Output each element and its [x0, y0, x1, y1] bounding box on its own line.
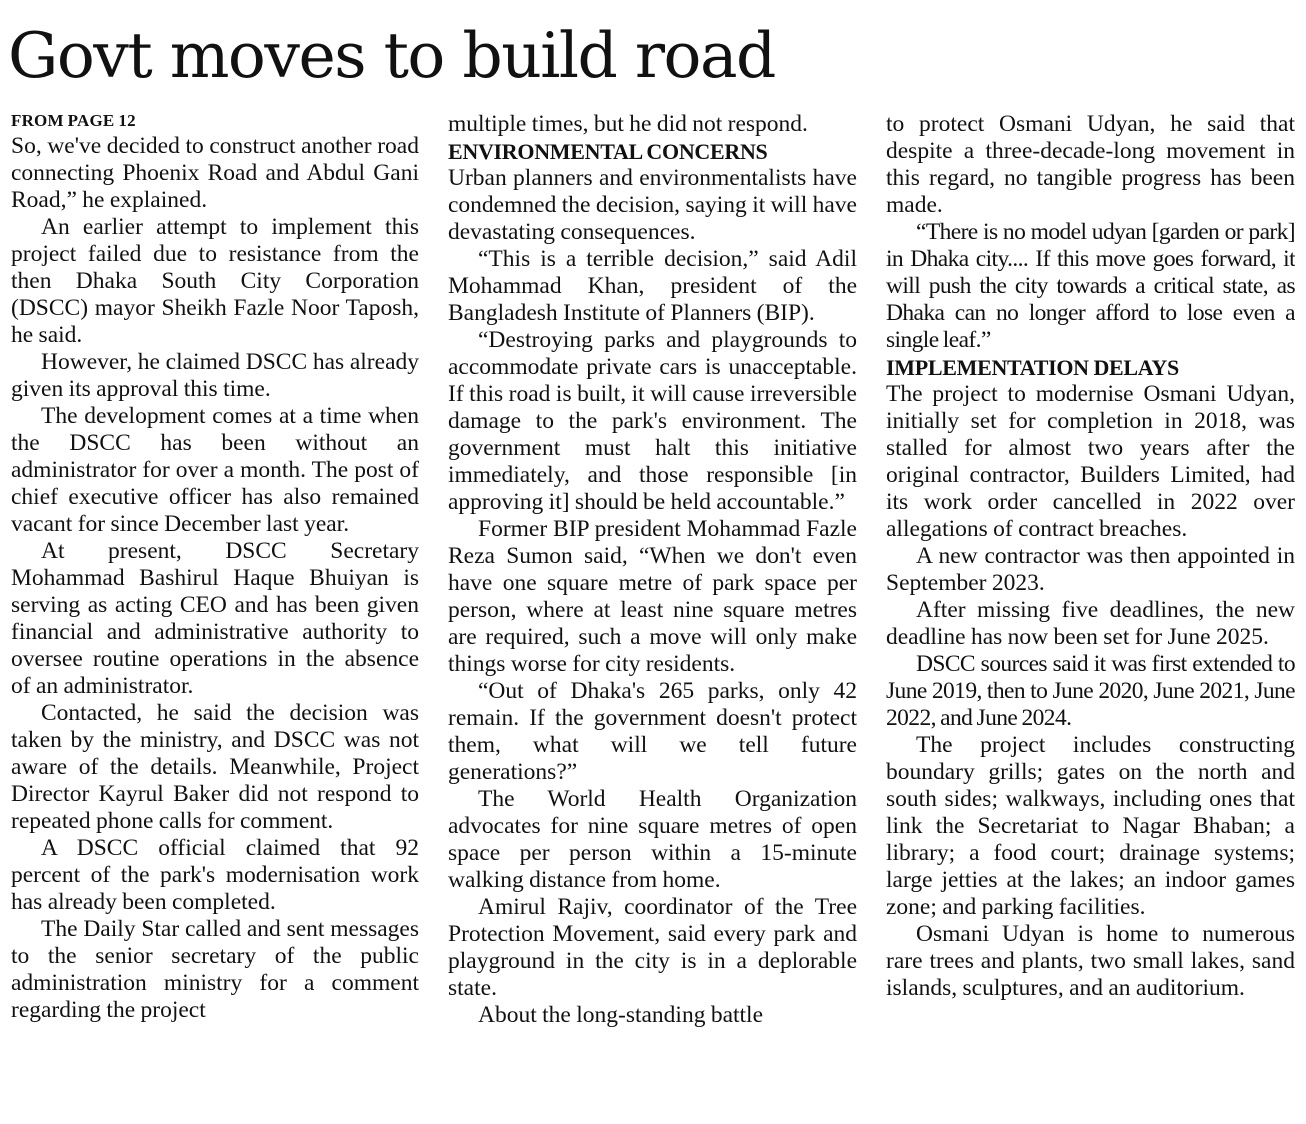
- paragraph: Contacted, he said the decision was taken by the ministry, and DSCC was not aware of the details. Meanwhile, Project Director Kayrul Baker did not respond to repeated phone calls for comment.: [11, 700, 419, 834]
- paragraph: “Out of Dhaka's 265 parks, only 42 remain. If the government doesn't protect them, what will we tell future generations?”: [448, 678, 857, 785]
- paragraph: A DSCC official claimed that 92 percent of the park's modernisation work has already been completed.: [11, 835, 419, 915]
- paragraph-continued: to protect Osmani Udyan, he said that despite a three-decade-long movement in this regard, no tangible progress has been made.: [886, 111, 1295, 218]
- subhead-environmental-concerns: ENVIRONMENTAL CONCERNS: [448, 139, 768, 164]
- paragraph: Urban planners and environmentalists have condemned the decision, saying it will have devastating consequences.: [448, 165, 857, 245]
- paragraph: Osmani Udyan is home to numerous rare trees and plants, two small lakes, sand islands, sculptures, and an auditorium.: [886, 921, 1295, 1001]
- paragraph: About the long-standing battle: [478, 1002, 764, 1028]
- headline: Govt moves to build road: [8, 19, 775, 92]
- article-column-1: [11, 111, 419, 1115]
- article-column-3: [886, 111, 1295, 1115]
- paragraph: The Daily Star called and sent messages to the senior secretary of the public administration ministry for a comment regarding the project: [11, 916, 419, 1023]
- paragraph: Former BIP president Mohammad Fazle Reza Sumon said, “When we don't even have one square metre of park space per person, where at least nine square metres are required, such a move will only make things worse for city residents.: [448, 516, 857, 677]
- paragraph: At present, DSCC Secretary Mohammad Bashirul Haque Bhuiyan is serving as acting CEO and has been given financial and administrative authority to oversee routine operations in the absence of an administrator.: [11, 538, 419, 699]
- paragraph: The development comes at a time when the DSCC has been without an administrator for over a month. The post of chief executive officer has also remained vacant for since December last year.: [11, 403, 419, 537]
- paragraph: A new contractor was then appointed in September 2023.: [886, 543, 1295, 596]
- paragraph: However, he claimed DSCC has already given its approval this time.: [11, 349, 419, 402]
- subhead-implementation-delays: IMPLEMENTATION DELAYS: [886, 355, 1179, 380]
- paragraph: “Destroying parks and playgrounds to accommodate private cars is unacceptable. If this road is built, it will cause irreversible damage to the park's environment. The government must halt this initiative immediately, and those responsible [in approving it] should be held accountable.”: [448, 327, 857, 515]
- paragraph: The project includes constructing boundary grills; gates on the north and south sides; walkways, including ones that link the Secretariat to Nagar Bhaban; a library; a food court; drainage systems; large jetties at the lakes; an indoor games zone; and parking facilities.: [886, 732, 1295, 920]
- jump-kicker: FROM PAGE 12: [11, 111, 136, 130]
- paragraph: “This is a terrible decision,” said Adil Mohammad Khan, president of the Bangladesh Institute of Planners (BIP).: [448, 246, 857, 326]
- paragraph: The World Health Organization advocates for nine square metres of open space per person within a 15-minute walking distance from home.: [448, 786, 857, 893]
- paragraph: So, we've decided to construct another road connecting Phoenix Road and Abdul Gani Road,” he explained.: [11, 133, 419, 213]
- paragraph: Amirul Rajiv, coordinator of the Tree Protection Movement, said every park and playground in the city is in a deplorable state.: [448, 894, 857, 1001]
- article-column-2: [448, 111, 857, 1115]
- paragraph: After missing five deadlines, the new deadline has now been set for June 2025.: [886, 597, 1295, 650]
- paragraph: DSCC sources said it was first extended to June 2019, then to June 2020, June 2021, June 2022, and June 2024.: [886, 651, 1295, 731]
- paragraph: An earlier attempt to implement this project failed due to resistance from the then Dhaka South City Corporation (DSCC) mayor Sheikh Fazle Noor Taposh, he said.: [11, 214, 419, 348]
- quote-paragraph: “There is no model udyan [garden or park] in Dhaka city.... If this move goes forward, it will push the city towards a critical state, as Dhaka can no longer afford to lose even a single leaf.”: [886, 219, 1295, 353]
- paragraph-continued: multiple times, but he did not respond.: [448, 111, 808, 137]
- paragraph: The project to modernise Osmani Udyan, initially set for completion in 2018, was stalled for almost two years after the original contractor, Builders Limited, had its work order cancelled in 2022 over allegations of contract breaches.: [886, 381, 1295, 542]
